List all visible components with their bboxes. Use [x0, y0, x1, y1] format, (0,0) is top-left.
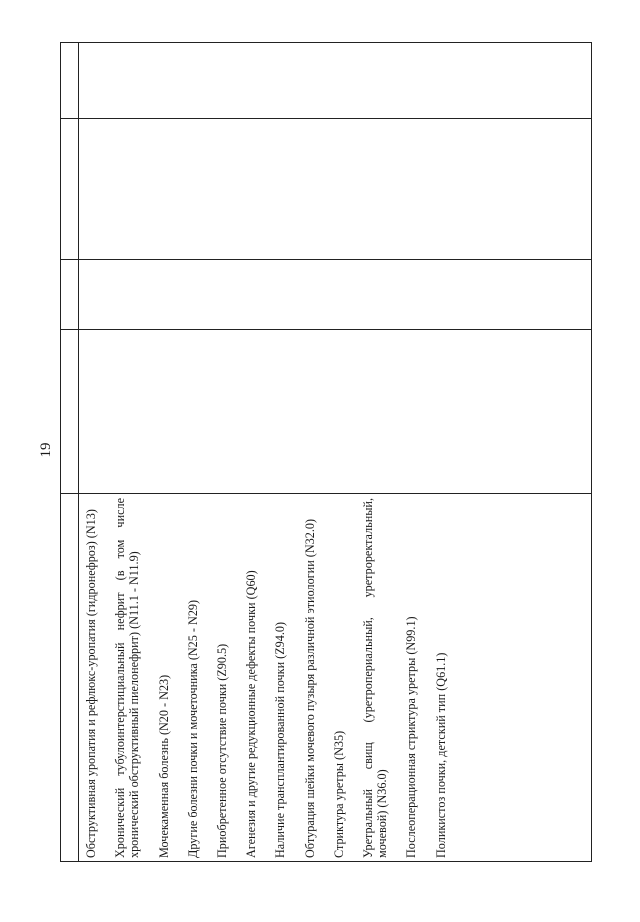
diagnosis-list — [80, 492, 585, 862]
diagnosis-entry: Хронический тубулоинтерстициальный нефрит (в том числе хронический обструктивный пиелонефрит) (N11.1 - N11.9) — [113, 498, 142, 858]
diagnosis-entry: Обтурация шейки мочевого пузыря различной этиологии (N32.0) — [302, 518, 317, 858]
diagnosis-column — [80, 492, 585, 862]
table-row-divider — [61, 259, 591, 260]
table-column-divider — [78, 43, 79, 861]
diagnosis-entry: Уретральный свищ (уретропериальный, уретроректальный, мочевой) (N36.0) — [361, 498, 390, 858]
table-row-divider — [61, 329, 591, 330]
diagnosis-entry: Стриктура уретры (N35) — [331, 730, 346, 858]
diagnosis-entry: Послеоперационная стриктура уретры (N99.1) — [404, 616, 419, 858]
diagnosis-entry: Другие болезни почки и мочеточника (N25 - N29) — [185, 599, 200, 858]
diagnosis-entry: Агенезия и другие редукционные дефекты почки (Q60) — [244, 570, 259, 858]
diagnosis-entry: Поликистоз почки, детский тип (Q61.1) — [433, 652, 448, 858]
diagnosis-entry: Наличие трансплантированной почки (Z94.0) — [273, 621, 288, 858]
page-number: 19 — [38, 442, 54, 458]
diagnosis-entry: Приобретенное отсутствие почки (Z90.5) — [215, 643, 230, 858]
diagnosis-entry: Мочекаменная болезнь (N20 - N23) — [156, 674, 171, 858]
diagnosis-entry: Обструктивная уропатия и рефлюкс-уропатия (гидронефроз) (N13) — [84, 509, 98, 858]
table-row-divider — [61, 118, 591, 119]
